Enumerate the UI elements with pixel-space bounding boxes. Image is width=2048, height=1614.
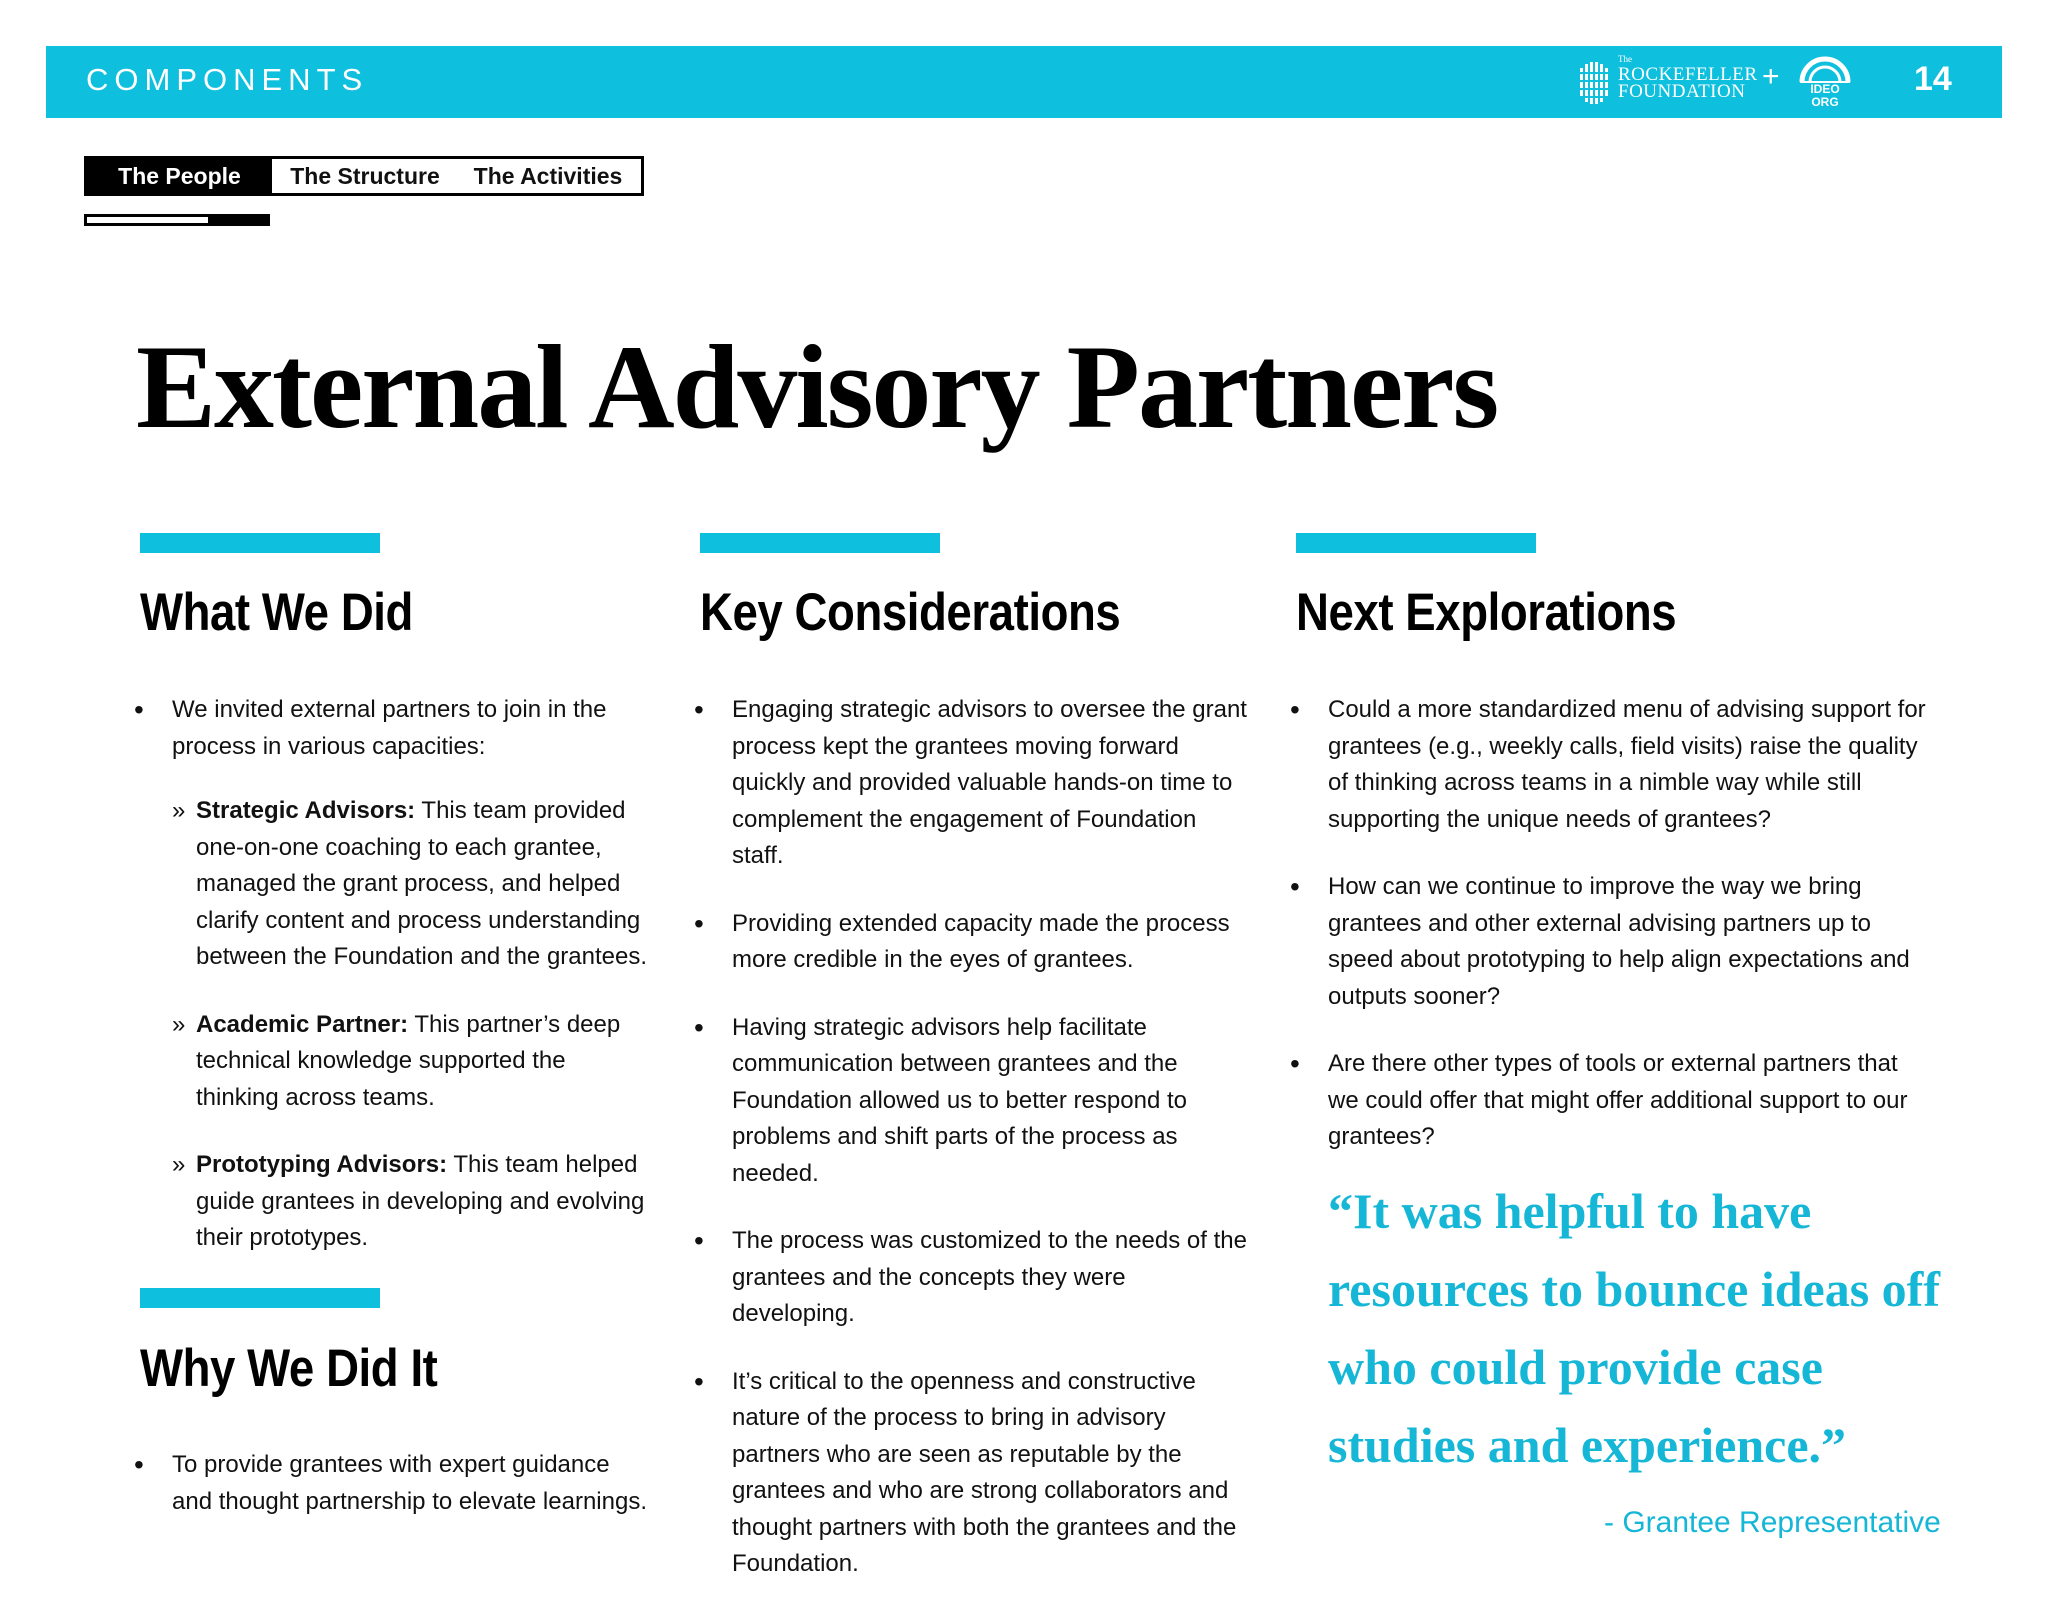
advisor-description: This team provided one-on-one coaching to each grantee, managed the grant process, and helped clarify content and process understanding between the Foundation and the grantees. (196, 797, 648, 970)
accent-bar-why-we-did-it (140, 1288, 380, 1308)
rockefeller-line2: FOUNDATION (1618, 81, 1746, 102)
advisor-description: This team helped guide grantees in developing and evolving their prototypes. (196, 1151, 645, 1251)
advisor-term: Strategic Advisors: (196, 797, 416, 824)
rockefeller-foundation-logo (1578, 54, 1768, 106)
section-tabs (84, 156, 644, 196)
accent-bar-next-explorations (1296, 533, 1536, 553)
advisor-types-list (172, 793, 654, 1257)
list-item (172, 1007, 654, 1117)
rockefeller-line1: ROCKEFELLER (1618, 64, 1758, 85)
key-considerations-list (694, 692, 1254, 1614)
header-bar (46, 46, 2002, 118)
tab-the-people[interactable]: The People (87, 159, 272, 193)
what-we-did-list (134, 692, 654, 1288)
heading-why-we-did-it: Why We Did It (140, 1339, 438, 1398)
list-item: • Are there other types of tools or external partners that we could offer that might offer additional support to our grantees? (1290, 1046, 1930, 1156)
next-explorations-list (1290, 692, 1930, 1187)
ideo-org-logo (1798, 56, 1852, 108)
tab-progress-fill (208, 217, 267, 223)
page-title: External Advisory Partners (136, 320, 1498, 453)
list-item: • Providing extended capacity made the process more credible in the eyes of grantees. (694, 906, 1254, 979)
rockefeller-the: The (1618, 54, 1632, 64)
list-item: • Engaging strategic advisors to oversee the grant process kept the grantees moving forward quickly and provided valuable hands-on time to complement the engagement of Foundation staff. (694, 692, 1254, 875)
list-item: • How can we continue to improve the way we bring grantees and other external advising partners up to speed about prototyping to help align expectations and outputs sooner? (1290, 869, 1930, 1015)
tab-progress-indicator (84, 214, 270, 226)
globe-icon (1578, 60, 1612, 106)
ideo-line2: ORG (1811, 95, 1839, 108)
ideo-line1: IDEO (1810, 82, 1840, 96)
list-item (134, 692, 654, 1257)
list-item (172, 793, 654, 976)
list-item: • The process was customized to the needs of the grantees and the concepts they were developing. (694, 1223, 1254, 1333)
list-item: • To provide grantees with expert guidance and thought partnership to elevate learnings. (134, 1447, 654, 1520)
list-item: • Having strategic advisors help facilitate communication between grantees and the Foundation allowed us to better respond to problems and shift parts of the process as needed. (694, 1010, 1254, 1193)
pull-quote: “It was helpful to have resources to bounce ideas off who could provide case studies and experience.” (1328, 1183, 1940, 1473)
advisor-description: This partner’s deep technical knowledge supported the thinking across teams. (196, 1010, 621, 1111)
heading-key-considerations: Key Considerations (700, 583, 1121, 642)
ideo-org-icon (1798, 56, 1852, 108)
heading-what-we-did: What We Did (140, 583, 413, 642)
rockefeller-wordmark (1618, 66, 1758, 100)
quote-attribution: - Grantee Representative (1604, 1506, 1941, 1539)
accent-bar-key-considerations (700, 533, 940, 553)
tab-the-activities[interactable]: The Activities (473, 162, 623, 189)
plus-sign: + (1762, 60, 1780, 93)
why-we-did-it-list (134, 1447, 654, 1551)
tab-the-structure[interactable]: The Structure (290, 162, 440, 189)
accent-bar-what-we-did (140, 533, 380, 553)
advisor-term: Prototyping Advisors: (196, 1151, 448, 1178)
what-we-did-intro: We invited external partners to join in the process in various capacities: (172, 696, 607, 760)
heading-next-explorations: Next Explorations (1296, 583, 1677, 642)
advisor-term: Academic Partner: (196, 1010, 409, 1038)
page-number: 14 (1914, 60, 1952, 98)
list-item (172, 1147, 654, 1257)
list-item: • It’s critical to the openness and constructive nature of the process to bring in advisory partners who are seen as reputable by the grantees and who are strong collaborators and thought partners with both the grantees and the Foundation. (694, 1364, 1254, 1583)
list-item: • Could a more standardized menu of advising support for grantees (e.g., weekly calls, field visits) raise the quality of thinking across teams in a nimble way while still supporting the unique needs of grantees? (1290, 692, 1930, 838)
section-label: COMPONENTS (86, 62, 369, 97)
